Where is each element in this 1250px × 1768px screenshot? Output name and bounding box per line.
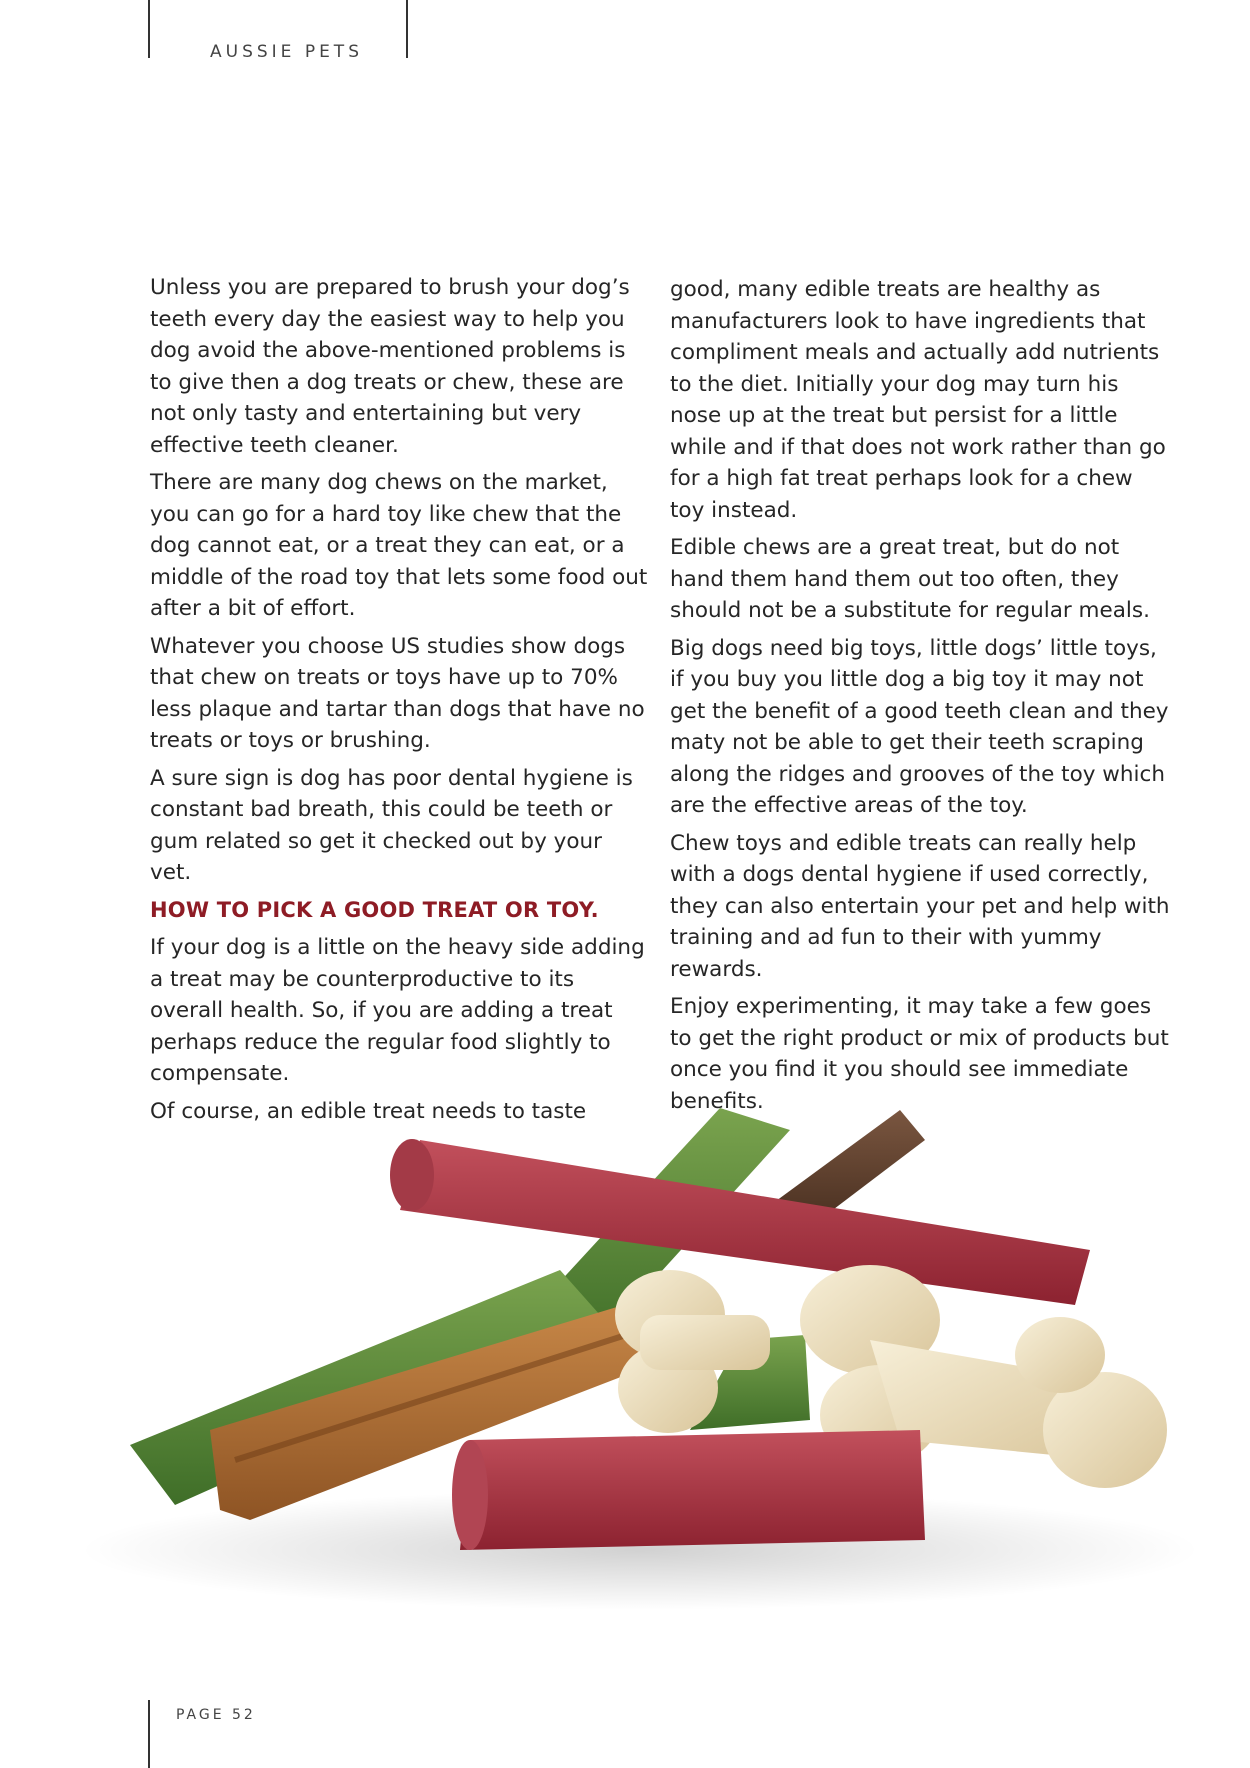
paragraph: Enjoy experimenting, it may take a few goes to get the right product or mix of products but once you find it you should see immediate benefits.: [670, 994, 1169, 1114]
header-rule-left: [148, 0, 150, 58]
header-rule-right: [406, 0, 408, 58]
paragraph: Of course, an edible treat needs to taste: [150, 1098, 587, 1124]
paragraph: Chew toys and edible treats can really help with a dogs dental hygiene if used correctly, they can also entertain your pet and help with training and ad fun to their with yummy rewards.: [670, 830, 1170, 982]
paragraph: good, many edible treats are healthy as manufacturers look to have ingredients that compliment meals and actually add nutrients to the diet. Initially your dog may turn his nose up at the treat but persist for a little while and if that does not work rather than go for a high fat treat perhaps look for a chew toy instead.: [670, 277, 1166, 523]
paragraph: Edible chews are a great treat, but do not hand them hand them out too often, they should not be a substitute for regular meals.: [670, 535, 1150, 623]
paragraph: Big dogs need big toys, little dogs’ little toys, if you buy you little dog a big toy it may not get the benefit of a good teeth clean and they maty not be able to get their teeth scraping along the ridges and grooves of the toy which are the effective areas of the toy.: [670, 635, 1169, 818]
page-number: PAGE 52: [176, 1707, 256, 1723]
article-right-column: [670, 274, 1170, 1123]
article-left-column: [150, 272, 650, 1133]
paragraph: A sure sign is dog has poor dental hygiene is constant bad breath, this could be teeth or gum related so get it checked out by your vet.: [150, 765, 633, 885]
paragraph: There are many dog chews on the market, you can go for a hard toy like chew that the dog cannot eat, or a treat they can eat, or a middle of the road toy that lets some food out after a bit of effort.: [150, 470, 648, 621]
paragraph: If your dog is a little on the heavy side adding a treat may be counterproductive to its overall health. So, if you are adding a treat perhaps reduce the regular food slightly to compensate.: [150, 935, 645, 1086]
section-heading: HOW TO PICK A GOOD TREAT OR TOY.: [150, 897, 599, 922]
red-meat-stick-lower: [452, 1430, 925, 1550]
paragraph: Whatever you choose US studies show dogs that chew on treats or toys have up to 70% less plaque and tartar than dogs that have no treats or toys or brushing.: [150, 633, 645, 753]
section-label: AUSSIE PETS: [210, 42, 363, 62]
paragraph: Unless you are prepared to brush your dog’s teeth every day the easiest way to help you dog avoid the above-mentioned problems is to give then a dog treats or chew, these are not only tasty and entertaining but very effective teeth cleaner.: [150, 275, 630, 458]
footer-rule: [148, 1700, 150, 1768]
dog-chews-photo: [0, 1100, 1250, 1660]
